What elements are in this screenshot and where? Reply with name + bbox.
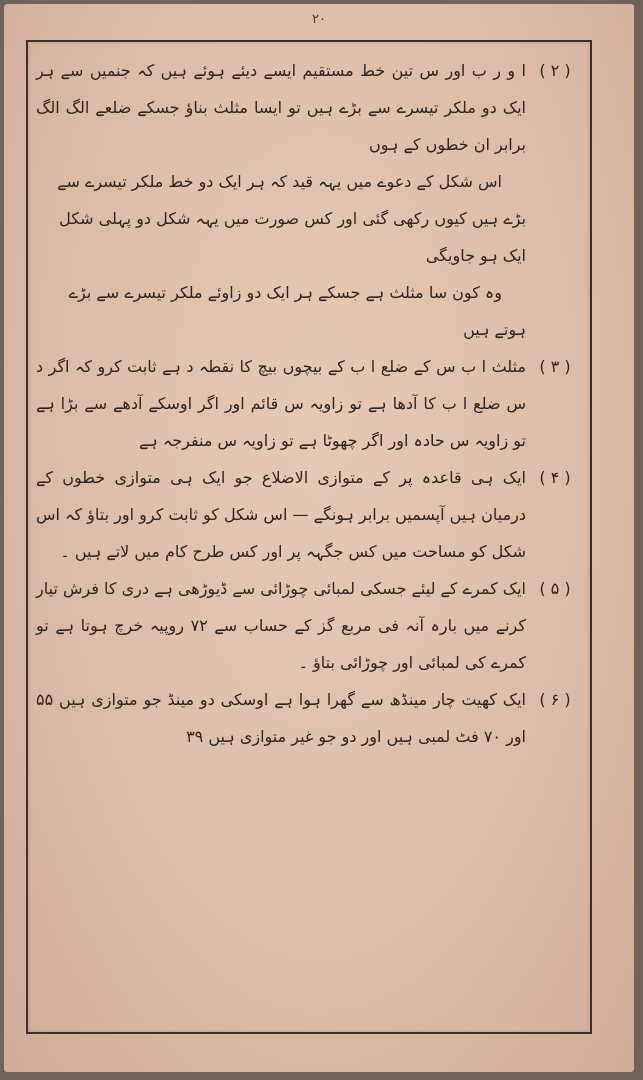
question-5 <box>36 570 582 681</box>
question-number: ( ۳ ) <box>539 357 571 376</box>
question-text: ایک کمرے کے لیئے جسکی لمبائی چوڑائی سے ڈیوڑھی ہے دری کا فرش تیار کرنے میں بارہ آنہ فی مربع گز کے حساب سے ۷۲ روپیہ خرچ ہوتا ہے تو کمرے کی لمبائی اور چوڑائی بتاؤ ۔ <box>35 579 526 672</box>
question-text: ایک کھیت چار مینڈھ سے گھرا ہوا ہے اوسکی دو مینڈ جو متوازی ہیں ۵۵ اور ۷۰ فٹ لمبی ہیں اور دو جو غیر متوازی ہیں ۳۹ <box>36 690 526 746</box>
question-2 <box>36 52 582 163</box>
page-number: ۲۰ <box>312 12 326 27</box>
question-4 <box>36 459 582 570</box>
question-6 <box>36 681 582 755</box>
page-sheet <box>4 4 634 1072</box>
question-2-note-1: اس شکل کے دعوے میں یہہ قید کہ ہر ایک دو خط ملکر تیسرے سے بڑے ہیں کیوں رکھی گئی اور کس صورت میں یہہ شکل دو پہلی شکل ایک ہو جاویگی <box>57 172 526 265</box>
question-text: مثلث ا ب س کے ضلع ا ب کے بیچوں بیچ کا نقطہ د ہے ثابت کرو کہ اگر د س ضلع ا ب کا آدھا ہے تو زاویہ س قائم اور اگر اوسکے آدھے سے بڑا ہے تو زاویہ س حادہ اور اگر چھوٹا ہے تو زاویہ س منفرجہ ہے <box>36 357 526 450</box>
question-3 <box>36 348 582 459</box>
question-text: ایک ہی قاعدہ پر کے متوازی الاضلاع جو ایک ہی متوازی خطوں کے درمیان ہیں آپسمیں برابر ہونگے — اس شکل کو ثابت کرو اور بتاؤ کہ اس شکل کو مساحت میں کس جگہہ پر اور کس طرح کام میں لاتے ہیں ۔ <box>36 468 526 561</box>
question-number: ( ۲ ) <box>539 61 571 80</box>
question-2-note-2: وہ کون سا مثلث ہے جسکے ہر ایک دو زاوئے ملکر تیسرے سے بڑے ہوتے ہیں <box>68 283 526 339</box>
question-text: ا و ر ب اور س تین خط مستقیم ایسے دیئے ہوئے ہیں کہ جنمیں سے ہر ایک دو ملکر تیسرے سے بڑے ہیں تو ایسا مثلث بناؤ جسکے ضلعے الگ الگ برابر ان خطوں کے ہوں <box>36 61 526 154</box>
question-number: ( ۶ ) <box>539 690 571 709</box>
question-number: ( ۴ ) <box>539 468 571 487</box>
page-frame <box>26 40 592 1034</box>
question-number: ( ۵ ) <box>539 579 571 598</box>
questions-list <box>36 52 582 1026</box>
